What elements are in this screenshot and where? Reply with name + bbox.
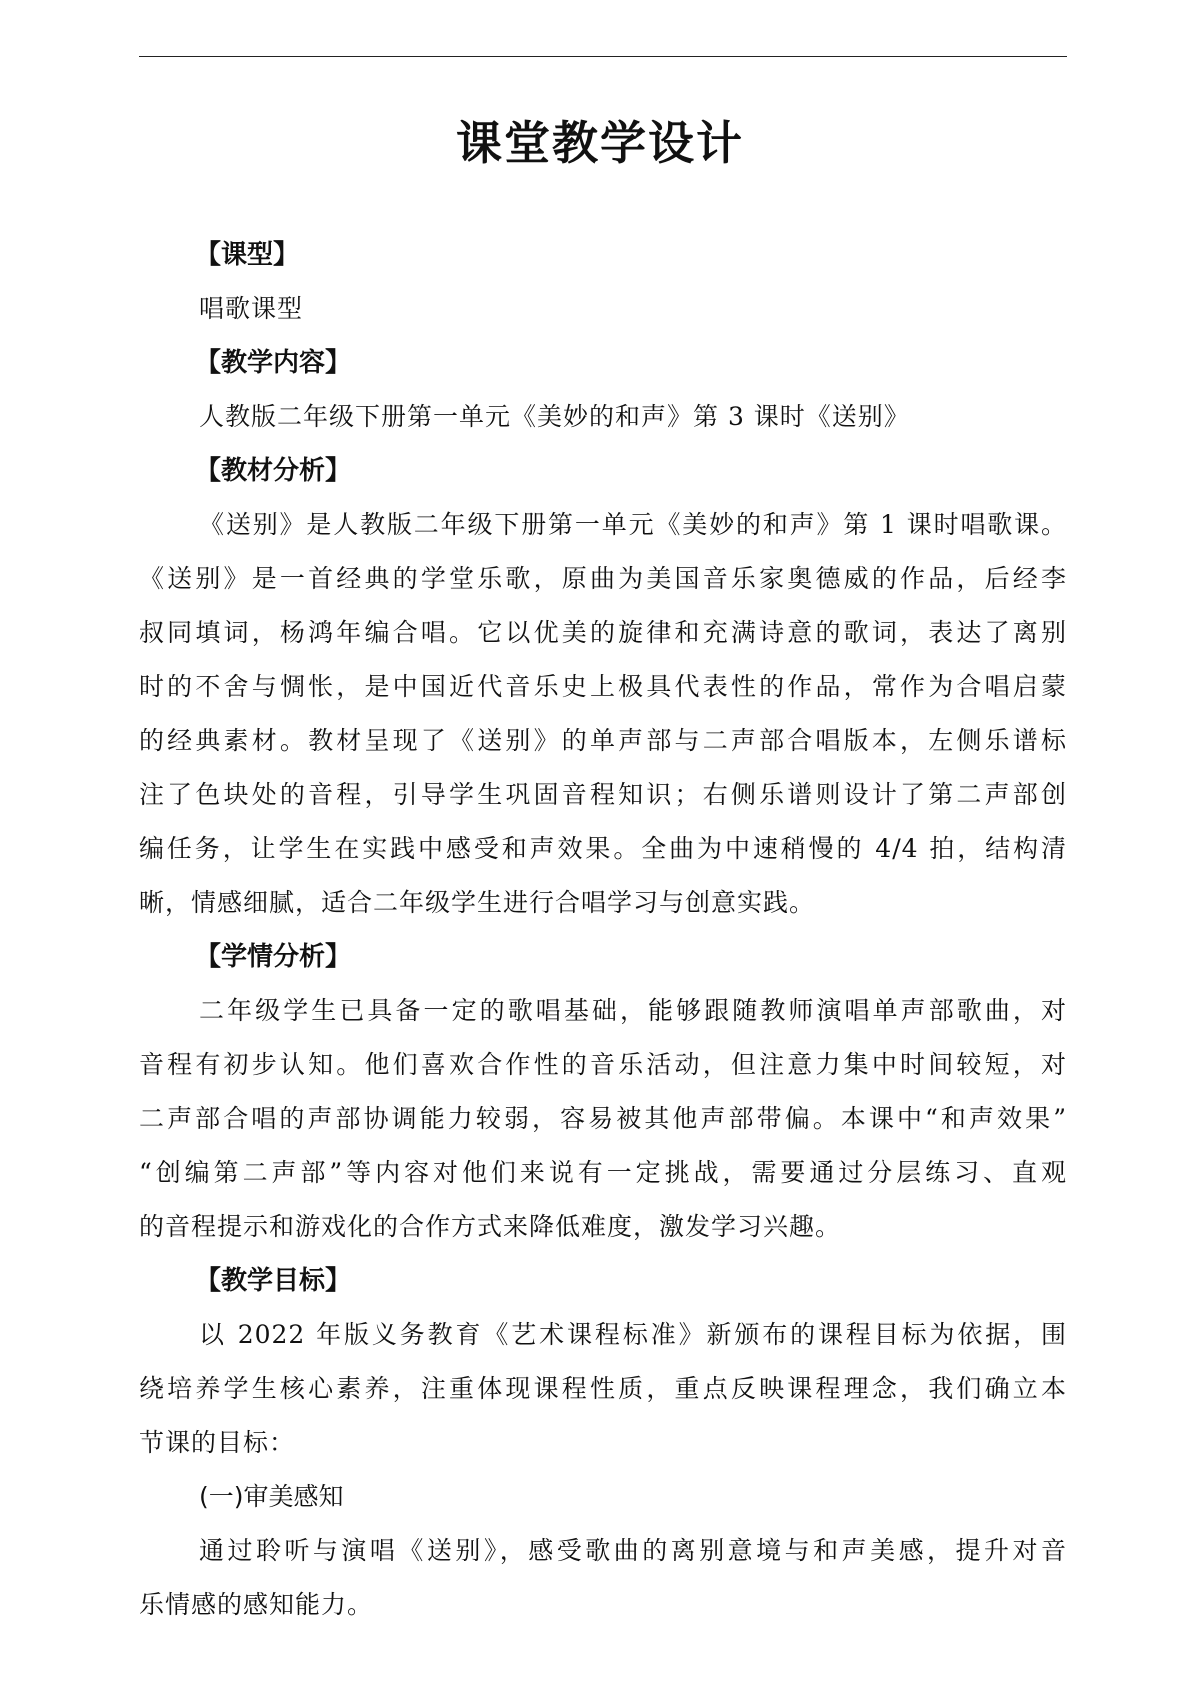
paragraph-line: 绕培养学生核心素养，注重体现课程性质，重点反映课程理念，我们确立本 xyxy=(139,1374,1067,1403)
page-title: 课堂教学设计 xyxy=(456,116,744,170)
paragraph-line: 乐情感的感知能力。 xyxy=(139,1590,374,1619)
section-heading-lesson-type: 【课型】 xyxy=(195,240,300,270)
paragraph-line: 节课的目标： xyxy=(139,1428,296,1457)
paragraph-line: 叔同填词，杨鸿年编合唱。它以优美的旋律和充满诗意的歌词，表达了离别 xyxy=(139,618,1067,647)
paragraph-line: 唱歌课型 xyxy=(199,294,304,323)
paragraph-line: 编任务，让学生在实践中感受和声效果。全曲为中速稍慢的 4/4 拍，结构清 xyxy=(139,834,1067,863)
section-heading-student-analysis: 【学情分析】 xyxy=(195,942,352,972)
paragraph-line: “创编第二声部”等内容对他们来说有一定挑战，需要通过分层练习、直观 xyxy=(139,1158,1067,1187)
paragraph-line: 时的不舍与惆怅，是中国近代音乐史上极具代表性的作品，常作为合唱启蒙 xyxy=(139,672,1067,701)
paragraph-line: 《送别》是一首经典的学堂乐歌，原曲为美国音乐家奥德威的作品，后经李 xyxy=(139,564,1067,593)
paragraph-line: 的音程提示和游戏化的合作方式来降低难度，激发学习兴趣。 xyxy=(139,1212,842,1241)
paragraph-line: 人教版二年级下册第一单元《美妙的和声》第 3 课时《送别》 xyxy=(199,402,910,431)
paragraph-line: 注了色块处的音程，引导学生巩固音程知识；右侧乐谱则设计了第二声部创 xyxy=(139,780,1067,809)
paragraph-line: 的经典素材。教材呈现了《送别》的单声部与二声部合唱版本，左侧乐谱标 xyxy=(139,726,1067,755)
paragraph-line: 以 2022 年版义务教育《艺术课程标准》新颁布的课程目标为依据，围 xyxy=(199,1320,1067,1349)
paragraph-line: 晰，情感细腻，适合二年级学生进行合唱学习与创意实践。 xyxy=(139,888,816,917)
section-heading-material-analysis: 【教材分析】 xyxy=(195,456,352,486)
paragraph-line: 音程有初步认知。他们喜欢合作性的音乐活动，但注意力集中时间较短，对 xyxy=(139,1050,1067,1079)
paragraph-line: 通过聆听与演唱《送别》，感受歌曲的离别意境与和声美感，提升对音 xyxy=(199,1536,1067,1565)
paragraph-line: 二声部合唱的声部协调能力较弱，容易被其他声部带偏。本课中“和声效果” xyxy=(139,1104,1067,1133)
subsection-heading-aesthetic-perception: (一)审美感知 xyxy=(199,1482,344,1511)
section-heading-teaching-content: 【教学内容】 xyxy=(195,348,352,378)
paragraph-line: 二年级学生已具备一定的歌唱基础，能够跟随教师演唱单声部歌曲，对 xyxy=(199,996,1067,1025)
section-heading-teaching-objectives: 【教学目标】 xyxy=(195,1266,352,1296)
document-body xyxy=(139,228,1067,1632)
header-rule xyxy=(139,56,1067,57)
paragraph-line: 《送别》是人教版二年级下册第一单元《美妙的和声》第 1 课时唱歌课。 xyxy=(199,510,1067,539)
